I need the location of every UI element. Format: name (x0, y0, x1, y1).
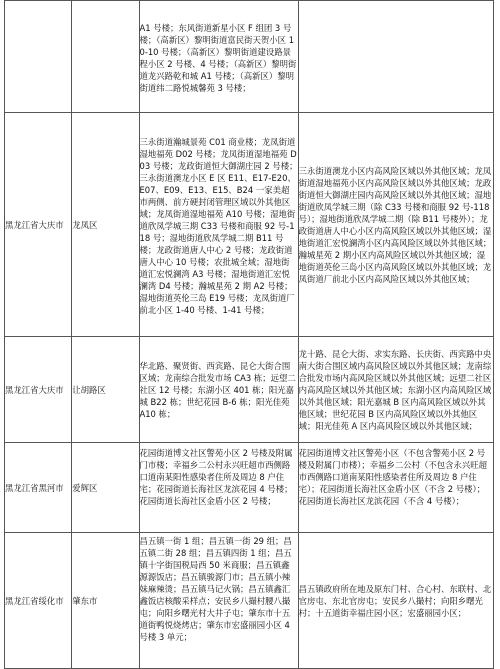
province-city-cell (5, 443, 72, 533)
district-text: 龙凤区 (72, 219, 98, 230)
province-city-cell (5, 1, 72, 113)
high-risk-area-cell (139, 443, 298, 533)
high-risk-area-cell (139, 337, 298, 443)
medium-risk-area-text: 三永街道澳龙小区内高风险区域以外其他区域；龙凤街道湿地福苑小区内高风险区域以外其他区域；龙政街道恒大御湖庄园内高风险区域以外其他区域；湿地街道欣凤学城三期（除 C33 号楼和商服 92 号-118 号）；湿地街道欣凤学城二期（除 B11 号楼外）；龙政街道唐人中心小区内高风险区域以外其他区域；湿地街道汇宏悦澜湾小区内高风险区域以外其他区域；瀚城星苑 2 期小区内高风险区域以外其他区域；湿地街道英伦三岛小区内高风险区域以外其他区域；龙凤街道厂前北小区内高风险区域以外其他区域； (298, 165, 492, 284)
medium-risk-area-cell (298, 113, 493, 337)
district-cell (72, 1, 139, 113)
medium-risk-area-cell (298, 337, 493, 443)
medium-risk-area-cell (298, 443, 493, 533)
province-city-cell (5, 337, 72, 443)
district-cell (72, 113, 139, 337)
province-city-cell (5, 113, 72, 337)
table-row (5, 1, 494, 113)
medium-risk-area-cell (298, 533, 493, 669)
high-risk-area-cell (139, 533, 298, 669)
province-city-text: 黑龙江省黑河市 (5, 482, 64, 493)
province-city-text: 黑龙江省绥化市 (5, 595, 64, 606)
medium-risk-area-text: 昌五镇政府所在地及原东门村、合心村、东联村、北官房屯、东北官房屯；安民乡八撮村；向阳乡曙光村；十五道街幸福庄园小区；宏盛丽园小区； (298, 583, 492, 618)
district-text: 让胡路区 (72, 384, 106, 395)
province-city-text: 黑龙江省大庆市 (5, 219, 64, 230)
province-city-text: 黑龙江省大庆市 (5, 384, 64, 395)
medium-risk-area-text: 龙十路、昆仑大街、求实东路、长庆街、西宾路中央南大街合围区域内高风险区域以外其他区域；龙南综合批发市场内高风险区域以外其他区域；远望二社区内高风险区域以外其他区域；东湖小区内高风险区域以外其他区域；阳光嘉城 B 区内高风险区域以外其他区域；世纪花园 B 区内高风险区域以外其他区域；阳光佳苑 A 区内高风险区域以外其他区域； (298, 348, 492, 431)
medium-risk-area-cell (298, 1, 493, 113)
district-cell (72, 533, 139, 669)
medium-risk-area-text: 花园街道博文社区警苑小区（不包含警苑小区 2 号楼及附属门市楼）；幸福乡二公村（不包含永兴旺超市西侧路口道南某阳性感染者住所及周边 8 户住宅）；花园街道长海社区金盾小区（不含 2 号楼）；花园街道长海社区龙滨花园（不含 4 号楼）； (298, 448, 488, 506)
high-risk-area-cell (139, 113, 298, 337)
table-row (5, 113, 494, 337)
high-risk-area-cell (139, 1, 298, 113)
table-row (5, 443, 494, 533)
district-cell (72, 337, 139, 443)
high-risk-area-text: 花园街道博文社区警苑小区 2 号楼及附属门市楼；幸福乡二公村永兴旺超市西侧路口道南某阳性感染者住所及周边 8 户住宅；花园街道长海社区龙滨花园 4 号楼；花园街道长海社区金盾小区 2 号楼； (139, 448, 293, 506)
high-risk-area-text: A1 号楼；东风街道新星小区 F 组团 3 号楼；（高新区）黎明街道富民街天贺小区 10-10 号楼；（高新区）黎明街道建设路景程小区 2 号楼、4 号楼；（高新区）黎明街道龙兴路乾和城 A1 号楼；（高新区）黎明街道纬二路悦城馨苑 3 号楼； (139, 22, 297, 93)
high-risk-area-text: 三永街道瀚城景苑 C01 商业楼；龙凤街道湿地福苑 D02 号楼；龙凤街道湿地福苑 D03 号楼；龙政街道恒大御湖庄园 2 号楼；三永街道澳龙小区 E 区 E11、E17-E20、E07、E09、E13、E15、B24 一家美超市两侧、前方硬封闭管理区域以外其他区域；龙凤街道湿地福苑 A10 号楼；湿地街道欣凤学城三期 C33 号楼和商服 92 号-118 号；湿地街道欣凤学城二期 B11 号楼；龙政街道唐人中心 2 号楼；龙政街道唐人中心 10 号楼；农批城全域；湿地街道汇宏悦澜湾 A3 号楼；湿地街道汇宏悦澜湾 D4 号楼；瀚城星苑 2 期 A2 号楼；湿地街道英伦三岛 E19 号楼；龙凤街道厂前北小区 1-40 号楼、1-41 号楼； (139, 136, 298, 315)
district-text: 肇东市 (72, 595, 98, 606)
high-risk-area-text: 华北路、聚贤街、西宾路、昆仑大街合围区域；龙南综合批发市场 CA3 栋；远望二社区 12 号楼；东湖小区 401 栋；阳光嘉城 B22 栋；世纪花园 B-6 栋；阳光佳苑 A10 栋； (139, 360, 296, 419)
table-row (5, 337, 494, 443)
risk-area-table (4, 0, 494, 669)
table-row (5, 533, 494, 669)
high-risk-area-text: 昌五镇一街 1 组；昌五镇一街 29 组；昌五镇二街 28 组；昌五镇四街 1 组；昌五镇十字街国税局西 50 米商服；昌五镇鑫源源饭店；昌五镇骏源门市；昌五镇小辣妹麻辣烫；昌五镇马记火锅；昌五镇鑫汇鑫饭店核酸采样点；安民乡八撮村腰八撮屯；向阳乡曙光村大井子屯；肇东市十五道街鸭悦烧烤店；肇东市宏盛丽园小区 4 号楼 3 单元； (139, 536, 292, 642)
province-city-cell (5, 533, 72, 669)
district-cell (72, 443, 139, 533)
district-text: 爱辉区 (72, 482, 98, 493)
